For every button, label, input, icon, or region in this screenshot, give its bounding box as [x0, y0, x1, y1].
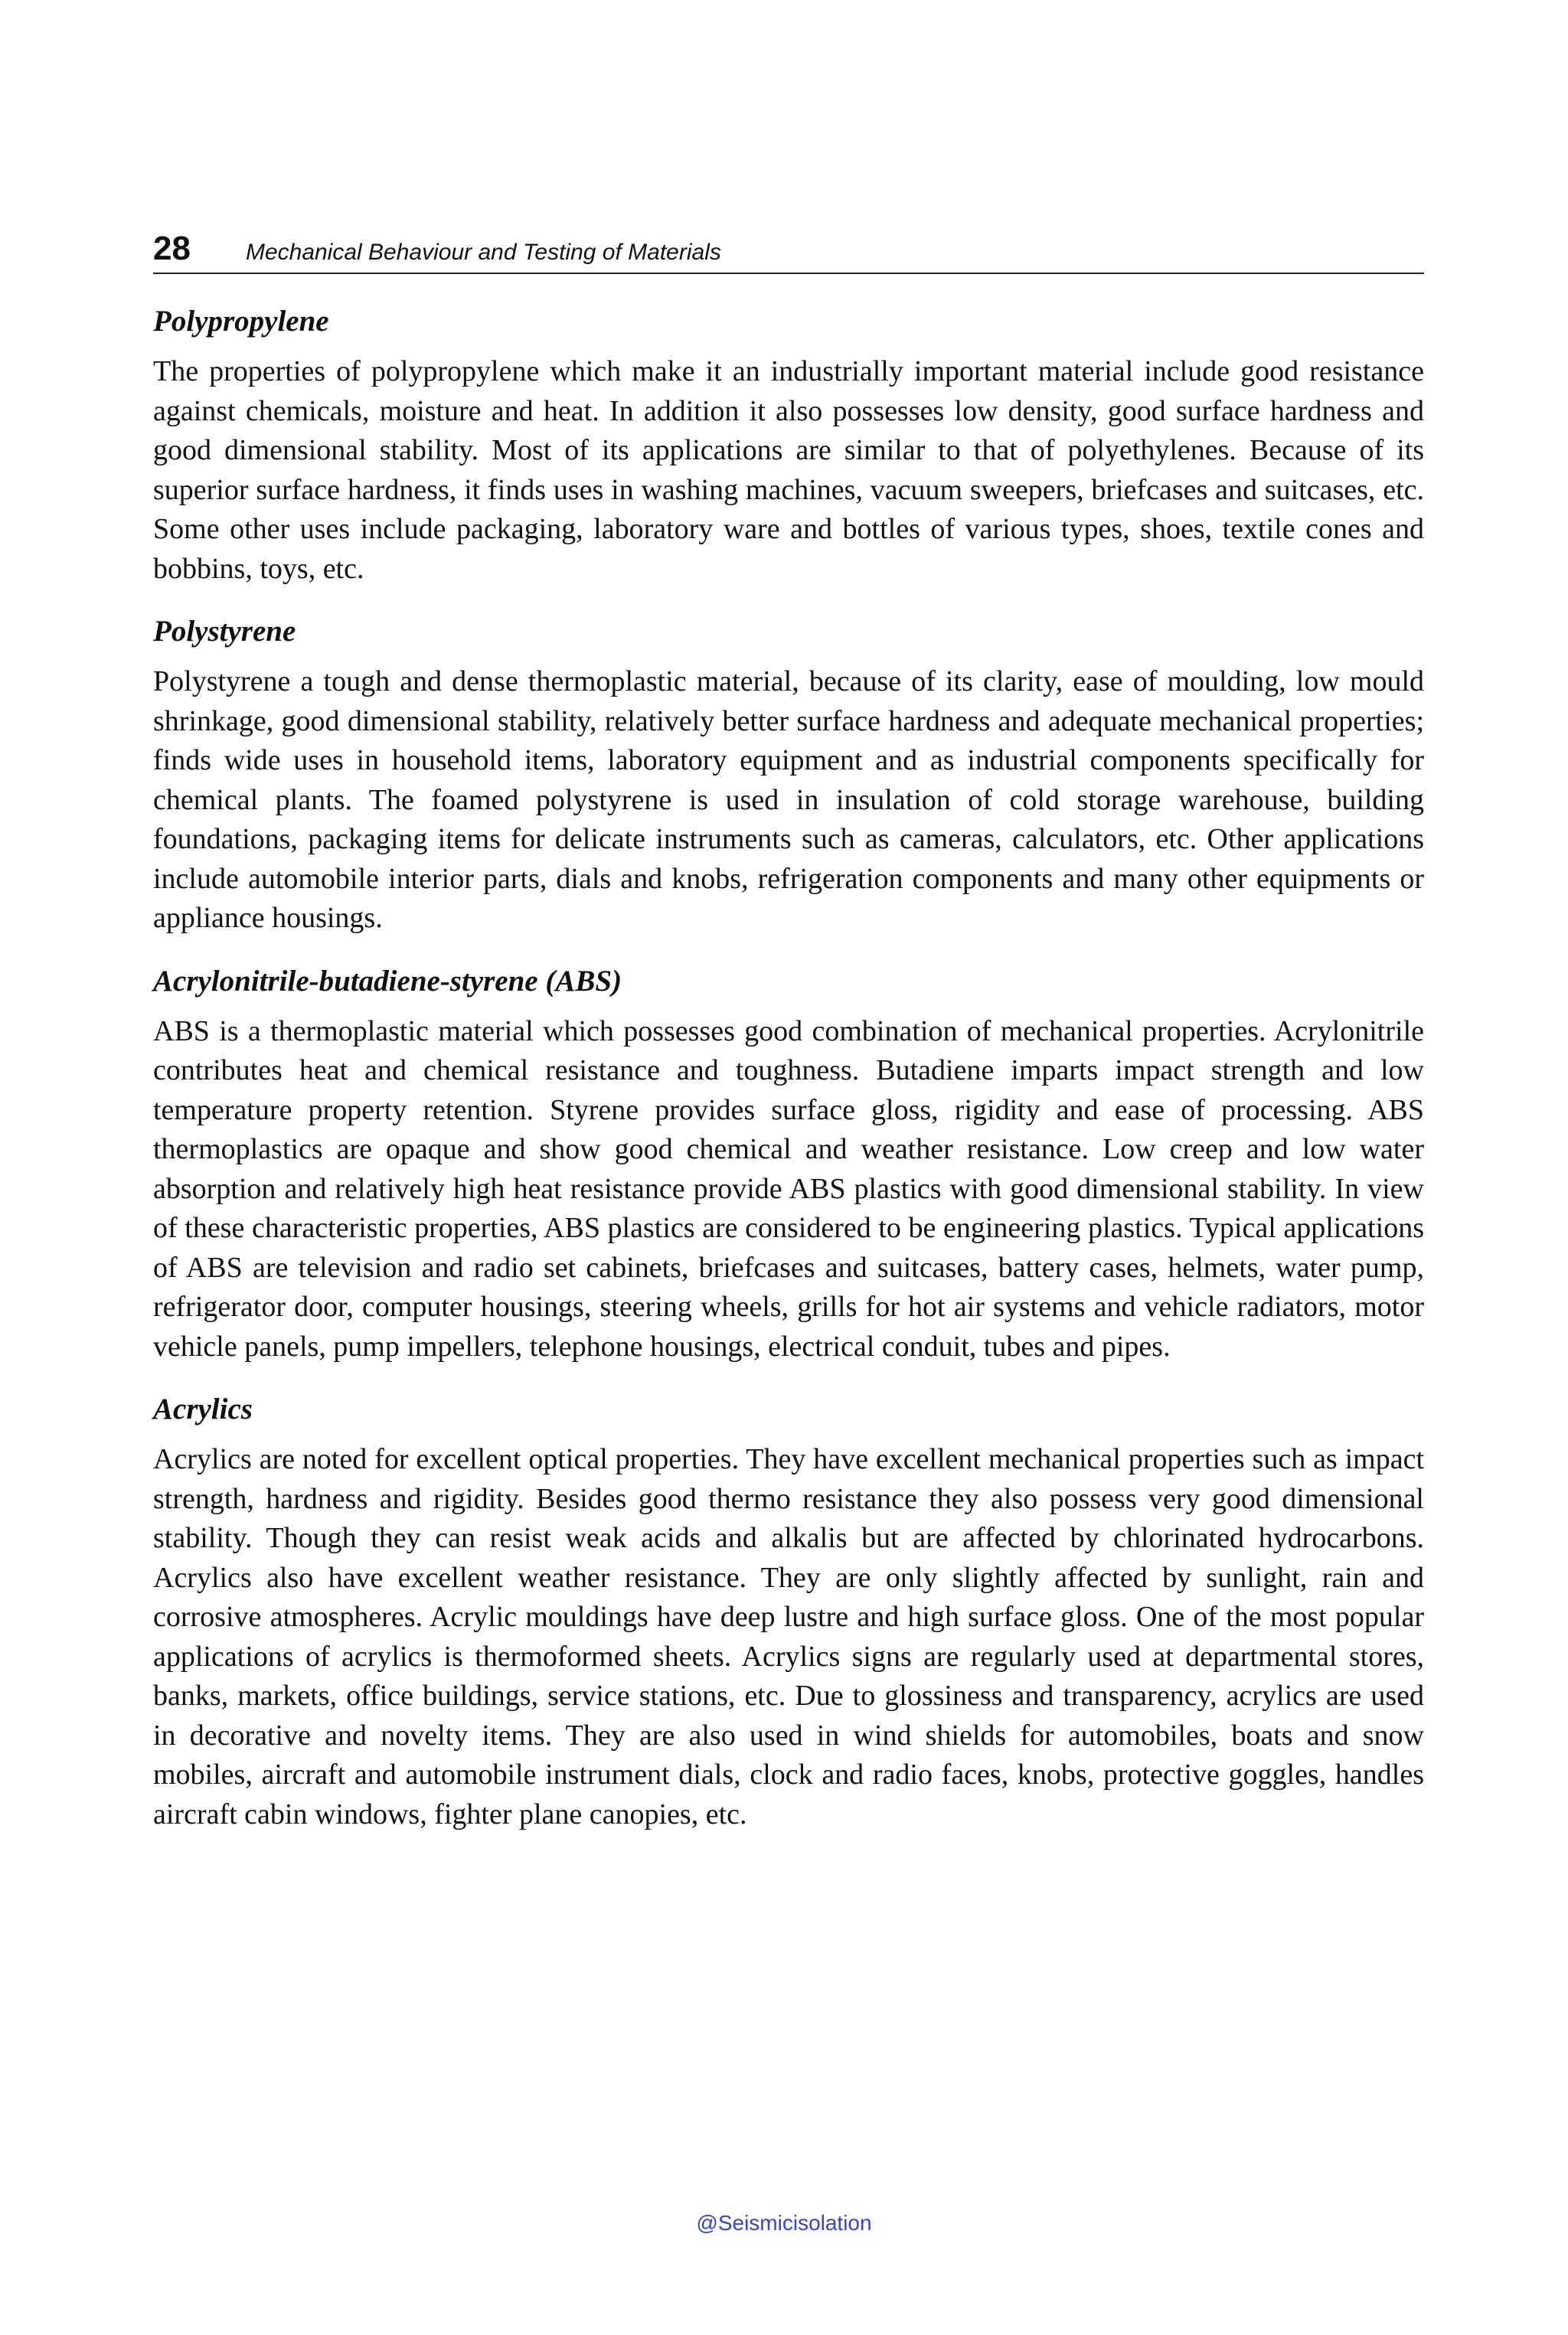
section-polystyrene	[153, 612, 1424, 939]
page-number: 28	[153, 230, 191, 267]
section-heading: Acrylonitrile-butadiene-styrene (ABS)	[153, 964, 622, 998]
section-acrylics	[153, 1390, 1424, 1834]
section-paragraph: Acrylics are noted for excellent optical properties. They have excellent mechanical properties such as impact strength, hardness and rigidity. Besides good thermo resistance they also possess very good dimensional stability. Though they can resist weak acids and alkalis but are affected by chlorinated hydrocarbons. Acrylics also have excellent weather resistance. They are only slightly affected by sunlight, rain and corrosive atmospheres. Acrylic mouldings have deep lustre and high surface gloss. One of the most popular applications of acrylics is thermoformed sheets. Acrylics signs are regularly used at departmental stores, banks, markets, office buildings, service stations, etc. Due to glossiness and transparency, acrylics are used in decorative and novelty items. They are also used in wind shields for automobiles, boats and snow mobiles, aircraft and automobile instrument dials, clock and radio faces, knobs, protective goggles, handles aircraft cabin windows, fighter plane canopies, etc.	[153, 1443, 1424, 1830]
section-paragraph: Polystyrene a tough and dense thermoplastic material, because of its clarity, ease of moulding, low mould shrinkage, good dimensional stability, relatively better surface hardness and adequate mechanical properties; finds wide uses in household items, laboratory equipment and as industrial components specifically for chemical plants. The foamed polystyrene is used in insulation of cold storage warehouse, building foundations, packaging items for delicate instruments such as cameras, calculators, etc. Other applications include automobile interior parts, dials and knobs, refrigeration components and many other equipments or appliance housings.	[153, 665, 1424, 934]
section-abs	[153, 962, 1424, 1367]
section-paragraph: ABS is a thermoplastic material which possesses good combination of mechanical properties. Acrylonitrile contributes heat and chemical resistance and toughness. Butadiene imparts impact strength and low temperature property retention. Styrene provides surface gloss, rigidity and ease of processing. ABS thermoplastics are opaque and show good chemical and weather resistance. Low creep and low water absorption and relatively high heat resistance provide ABS plastics with good dimensional stability. In view of these characteristic properties, ABS plastics are considered to be engineering plastics. Typical applications of ABS are television and radio set cabinets, briefcases and suitcases, battery cases, helmets, water pump, refrigerator door, computer housings, steering wheels, grills for hot air systems and vehicle radiators, motor vehicle panels, pump impellers, telephone housings, electrical conduit, tubes and pipes.	[153, 1014, 1424, 1363]
section-heading: Polystyrene	[153, 615, 296, 648]
book-title: Mechanical Behaviour and Testing of Materials	[245, 240, 721, 265]
section-polypropylene	[153, 302, 1424, 589]
section-paragraph: The properties of polypropylene which make it an industrially important material include good resistance against chemicals, moisture and heat. In addition it also possesses low density, good surface hardness and good dimensional stability. Most of its applications are similar to that of polyethylenes. Because of its superior surface hardness, it finds uses in washing machines, vacuum sweepers, briefcases and suitcases, etc. Some other uses include packaging, laboratory ware and bottles of various types, shoes, textile cones and bobbins, toys, etc.	[153, 355, 1424, 585]
running-header	[153, 230, 1424, 274]
watermark: @Seismicisolation	[696, 2211, 872, 2235]
section-heading: Polypropylene	[153, 305, 329, 338]
page-content	[153, 230, 1424, 1834]
section-heading: Acrylics	[153, 1393, 253, 1425]
